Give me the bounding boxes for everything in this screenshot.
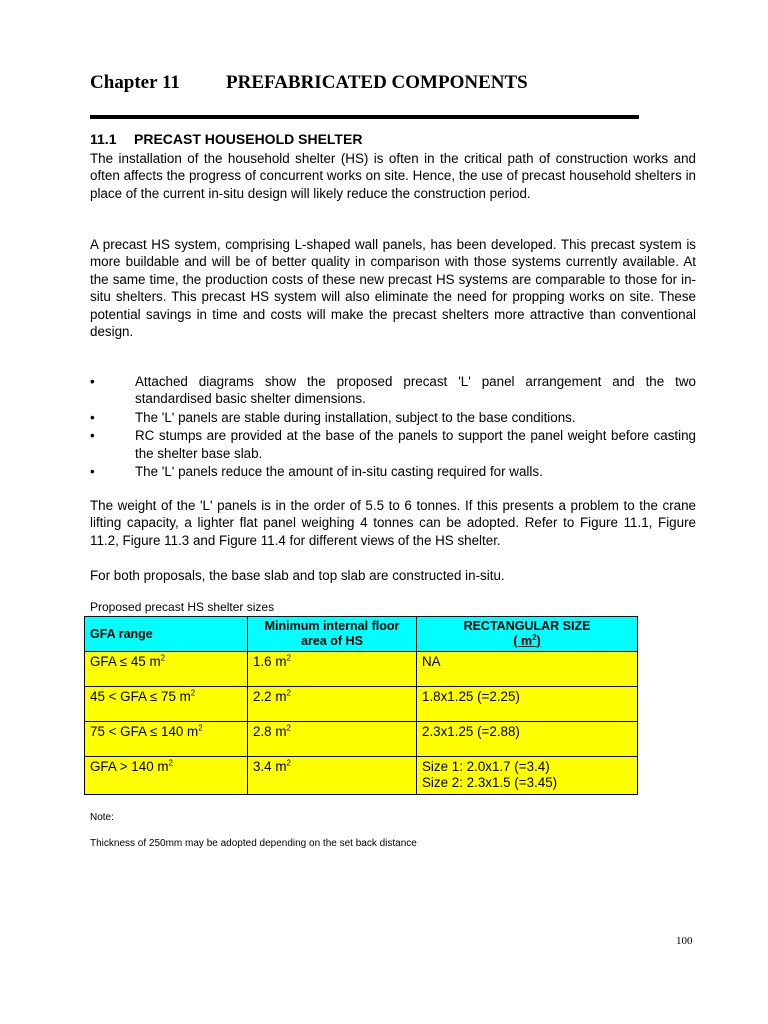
paragraph-slabs: For both proposals, the base slab and top slab are constructed in-situ. xyxy=(90,568,505,583)
cell-size: 2.3x1.25 (=2.88) xyxy=(417,722,638,757)
list-item: • The 'L' panels reduce the amount of in-situ casting required for walls. xyxy=(90,464,543,480)
cell-gfa: GFA ≤ 45 $m^2$ xyxy=(85,652,248,687)
list-item: • RC stumps are provided at the base of the panels to support the panel weight before casting the shelter base slab. xyxy=(90,428,696,461)
header-rectangular-size: RECTANGULAR SIZE ( $m^2$) xyxy=(417,617,638,652)
section-heading xyxy=(90,131,362,147)
note-text: Thickness of 250mm may be adopted depending on the set back distance xyxy=(90,838,417,849)
section-title: PRECAST HOUSEHOLD SHELTER xyxy=(134,131,363,147)
table-row xyxy=(85,757,638,795)
list-item: • Attached diagrams show the proposed precast 'L' panel arrangement and the two standardised basic shelter dimensions. xyxy=(90,374,696,407)
note-label: Note: xyxy=(90,812,114,823)
paragraph-intro: The installation of the household shelter (HS) is often in the critical path of construction works and often affects the progress of concurrent works on site. Hence, the use of precast household shelters in place of the current in-situ design will likely reduce the construction period. xyxy=(90,151,696,201)
cell-area: 2.8 $m^2$ xyxy=(248,722,417,757)
table-row xyxy=(85,722,638,757)
bullet-icon: • xyxy=(90,464,95,480)
cell-area: 1.6 $m^2$ xyxy=(248,652,417,687)
cell-area: 3.4 $m^2$ xyxy=(248,757,417,795)
table-header-row xyxy=(85,617,638,652)
paragraph-panel-weight: The weight of the 'L' panels is in the order of 5.5 to 6 tonnes. If this presents a problem to the crane lifting capacity, a lighter flat panel weighing 4 tonnes can be adopted. Refer to Figure 11.1, Figure 11.2, Figure 11.3 and Figure 11.4 for different views of the HS shelter. xyxy=(90,498,696,548)
bullet-icon: • xyxy=(90,428,95,444)
cell-size: NA xyxy=(417,652,638,687)
list-item: • The 'L' panels are stable during installation, subject to the base conditions. xyxy=(90,409,576,425)
paragraph-precast-system: A precast HS system, comprising L-shaped wall panels, has been developed. This precast system is more buildable and will be of better quality in comparison with those systems currently available. At the same time, the production costs of these new precast HS systems are comparable to those for in-situ shelters. This precast HS system will also eliminate the need for propping works on site. These potential savings in time and costs will make the precast shelters more attractive than conventional design. xyxy=(90,237,696,340)
cell-gfa: 75 < GFA ≤ 140 $m^2$ xyxy=(85,722,248,757)
heading-rule xyxy=(90,115,639,119)
bullet-icon: • xyxy=(90,374,95,389)
table-row xyxy=(85,687,638,722)
cell-size: 1.8x1.25 (=2.25) xyxy=(417,687,638,722)
cell-size: Size 1: 2.0x1.7 (=3.4) Size 2: 2.3x1.5 (=3.45) xyxy=(417,757,638,795)
table-caption: Proposed precast HS shelter sizes xyxy=(90,600,275,614)
page-number: 100 xyxy=(676,935,693,947)
chapter-title: PREFABRICATED COMPONENTS xyxy=(226,72,528,93)
section-number: 11.1 xyxy=(90,131,117,147)
table-row xyxy=(85,652,638,687)
chapter-heading xyxy=(90,72,528,94)
header-gfa-range: GFA range xyxy=(85,617,248,652)
shelter-size-table xyxy=(84,616,638,795)
bullet-icon: • xyxy=(90,409,95,425)
cell-gfa: 45 < GFA ≤ 75 $m^2$ xyxy=(85,687,248,722)
bullet-list xyxy=(90,373,696,481)
chapter-number: Chapter 11 xyxy=(90,72,180,93)
header-min-floor-area: Minimum internal floor area of HS xyxy=(248,617,417,652)
cell-gfa: GFA > 140 $m^2$ xyxy=(85,757,248,795)
cell-area: 2.2 $m^2$ xyxy=(248,687,417,722)
